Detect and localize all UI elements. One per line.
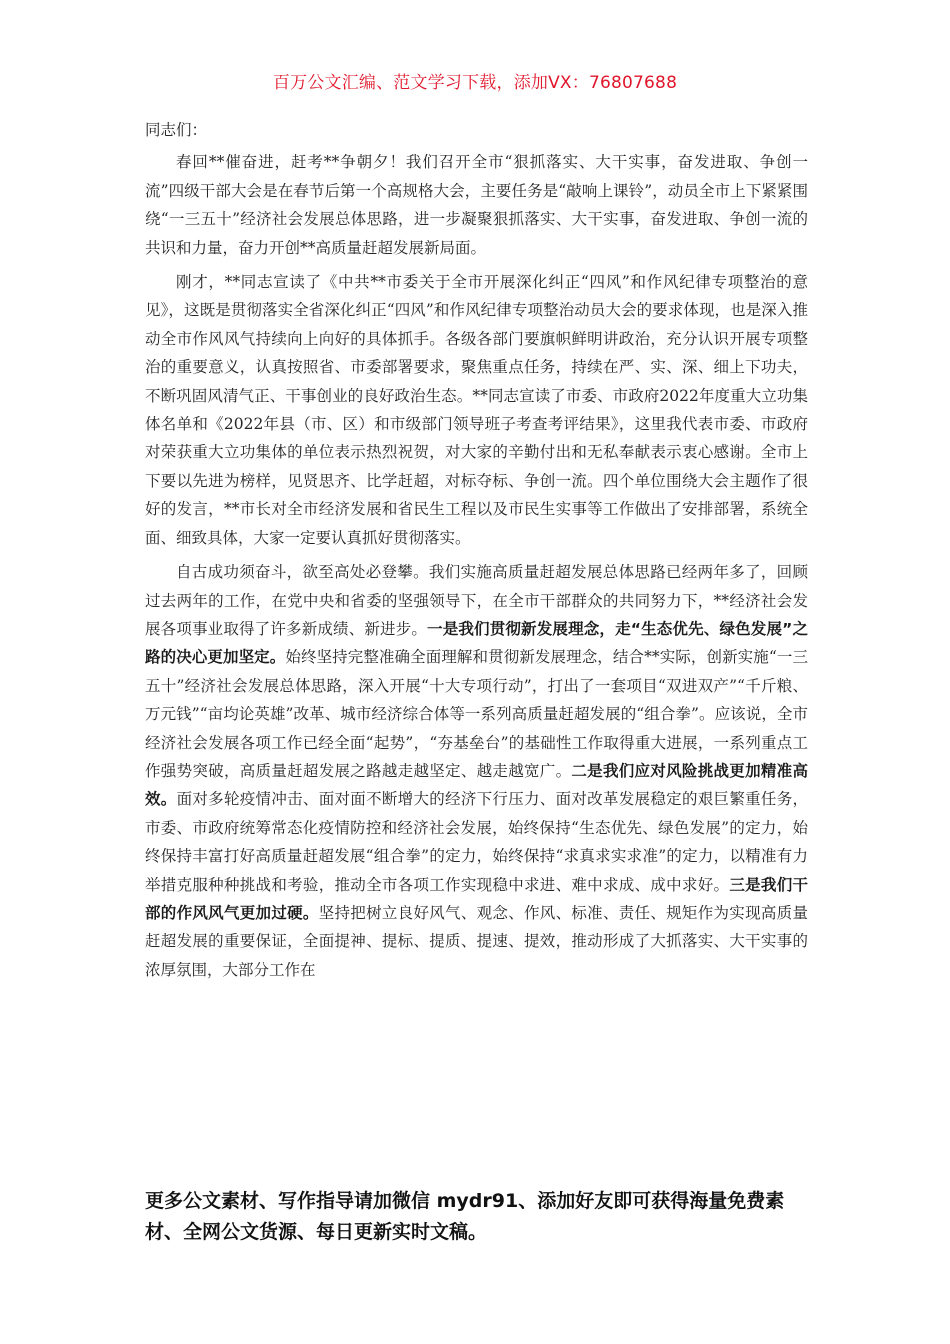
point-one-heading: 一是我们贯彻新发展理念，走“生态优先、绿色发展”之路的决心更加坚定。 [145,619,808,667]
footer-promo-note: 更多公文素材、写作指导请加微信 mydr91、添加好友即可获得海量免费素材、全网公文货源、每日更新实时文稿。 [145,1190,785,1243]
paragraph-opening: 春回**催奋进，赶考**争朝夕！我们召开全市“狠抓落实、大干实事，奋发进取、争创一流”四级干部大会是在春节后第一个高规格大会，主要任务是“敲响上课铃”，动员全市上下紧紧围绕“一三五十”经济社会发展总体思路，进一步凝聚狠抓落实、大干实事，奋发进取、争创一流的共识和力量，奋力开创**高质量赶超发展新局面。 [145,153,808,257]
header-promo-note: 百万公文汇编、范文学习下载，添加VX：76807688 [272,73,678,93]
point-two-text: 面对多轮疫情冲击、面对面不断增大的经济下行压力、面对改革发展稳定的艰巨繁重任务，市委、市政府统筹常态化疫情防控和经济社会发展，始终保持“生态优先、绿色发展”的定力，始终保持丰富打好高质量赶超发展“组合拳”的定力，始终保持“求真求实求准”的定力，以精准有力举措克服种种挑战和考验，推动全市各项工作实现稳中求进、难中求成、成中求好。 [145,790,808,894]
paragraph-meeting-review: 刚才，**同志宣读了《中共**市委关于全市开展深化纠正“四风”和作风纪律专项整治的意见》，这既是贯彻落实全省深化纠正“四风”和作风纪律专项整治动员大会的要求体现，也是深入推动全市作风风气持续向上向好的具体抓手。各级各部门要旗帜鲜明讲政治，充分认识开展专项整治的重要意义，认真按照省、市委部署要求，聚焦重点任务，持续在严、实、深、细上下功夫，不断巩固风清气正、干事创业的良好政治生态。**同志宣读了市委、市政府2022年度重大立功集体名单和《2022年县（市、区）和市级部门领导班子考查考评结果》，这里我代表市委、市政府对荣获重大立功集体的单位表示热烈祝贺，对大家的辛勤付出和无私奉献表示衷心感谢。全市上下要以先进为榜样，见贤思齐、比学赶超，对标夺标、争创一流。四个单位围绕大会主题作了很好的发言，**市长对全市经济发展和省民生工程以及市民生实事等工作做出了安排部署，系统全面、细致具体，大家一定要认真抓好贯彻落实。 [145,273,808,547]
point-three-text: 坚持把树立良好风气、观念、作风、标准、责任、规矩作为实现高质量赶超发展的重要保证，全面提神、提标、提质、提速、提效，推动形成了大抓落实、大干实事的浓厚氛围，大部分工作在 [145,903,808,979]
salutation: 同志们： [145,121,208,139]
paragraph-achievements [145,558,808,984]
point-two-heading: 二是我们应对风险挑战更加精准高效。 [145,761,808,809]
point-one-text: 始终坚持完整准确全面理解和贯彻新发展理念，结合**实际，创新实施“一三五十”经济社会发展总体思路，深入开展“十大专项行动”，打出了一套项目“双进双产”“千斤粮、万元钱”“亩均论英雄”改革、城市经济综合体等一系列高质量赶超发展的“组合拳”。应该说，全市经济社会发展各项工作已经全面“起势”，“夯基垒台”的基础性工作取得重大进展，一系列重点工作强势突破，高质量赶超发展之路越走越坚定、越走越宽广。 [145,648,808,780]
speech-body [145,116,808,990]
achievements-intro: 自古成功须奋斗，欲至高处必登攀。我们实施高质量赶超发展总体思路已经两年多了，回顾过去两年的工作，在党中央和省委的坚强领导下，在全市干部群众的共同努力下，**经济社会发展各项事业取得了许多新成绩、新进步。 [145,563,808,638]
point-three-heading: 三是我们干部的作风风气更加过硬。 [145,875,808,922]
